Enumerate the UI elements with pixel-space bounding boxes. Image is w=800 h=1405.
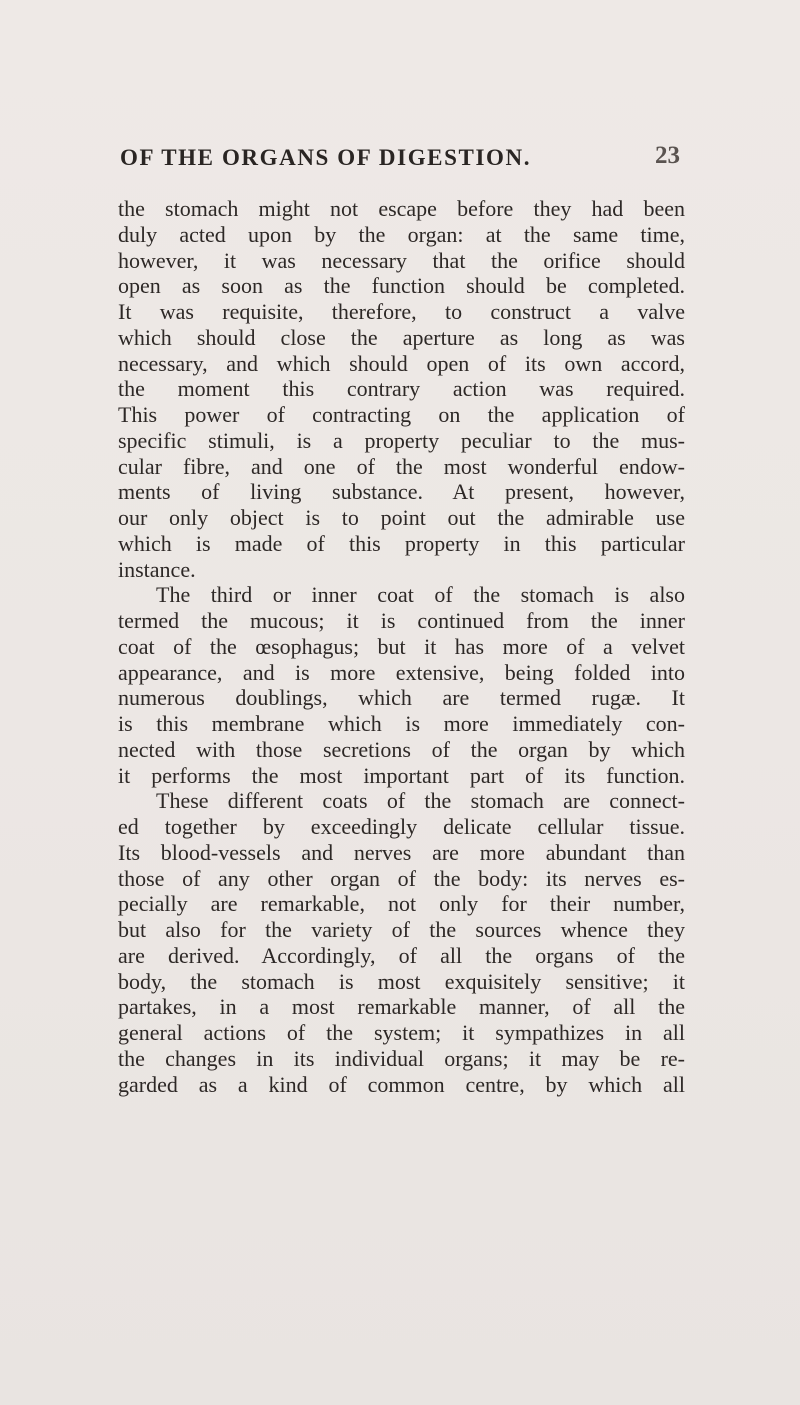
- text-line: which should close the aperture as long as was: [118, 324, 685, 350]
- text-line: partakes, in a most remarkable manner, of all the: [118, 994, 685, 1020]
- text-line: body, the stomach is most exquisitely sensitive; it: [118, 968, 685, 994]
- text-line: instance.: [118, 556, 196, 582]
- text-line: ments of living substance. At present, however,: [118, 479, 685, 505]
- text-line: Its blood-vessels and nerves are more abundant than: [118, 839, 685, 865]
- body-text: [118, 196, 685, 1097]
- text-line: is this membrane which is more immediately con-: [118, 711, 685, 736]
- text-line: ed together by exceedingly delicate cellular tissue.: [118, 814, 685, 839]
- text-line: numerous doublings, which are termed rugæ. It: [118, 685, 685, 711]
- text-line: are derived. Accordingly, of all the organs of the: [118, 942, 685, 968]
- text-line: our only object is to point out the admirable use: [118, 505, 685, 530]
- text-line: pecially are remarkable, not only for their number,: [118, 891, 685, 917]
- text-line: however, it was necessary that the orifice should: [118, 247, 685, 273]
- running-head: [120, 142, 680, 185]
- text-line: nected with those secretions of the organ by which: [118, 736, 685, 762]
- text-line: garded as a kind of common centre, by which all: [118, 1071, 685, 1097]
- text-line: specific stimuli, is a property peculiar to the mus-: [118, 427, 685, 453]
- page-number: 23: [655, 142, 680, 169]
- text-line: those of any other organ of the body: its nerves es-: [118, 865, 685, 891]
- text-line: general actions of the system; it sympathizes in all: [118, 1020, 685, 1045]
- text-line: These different coats of the stomach are connect-: [156, 788, 685, 814]
- text-line: cular fibre, and one of the most wonderful endow-: [118, 453, 685, 479]
- text-line: This power of contracting on the application of: [118, 402, 685, 427]
- text-line: the moment this contrary action was required.: [118, 376, 685, 402]
- text-line: open as soon as the function should be completed.: [118, 273, 685, 299]
- text-line: appearance, and is more extensive, being folded into: [118, 659, 685, 685]
- text-line: it performs the most important part of its function.: [118, 762, 685, 788]
- text-line: termed the mucous; it is continued from the inner: [118, 608, 685, 633]
- text-line: coat of the œsophagus; but it has more of a velvet: [118, 633, 685, 659]
- running-title: OF THE ORGANS OF DIGESTION.: [120, 145, 532, 170]
- text-line: The third or inner coat of the stomach is also: [156, 582, 685, 608]
- text-line: the stomach might not escape before they had been: [118, 196, 685, 221]
- text-line: It was requisite, therefore, to construct a valve: [118, 299, 685, 324]
- text-line: duly acted upon by the organ: at the same time,: [118, 221, 685, 247]
- text-line: the changes in its individual organs; it may be re-: [118, 1045, 685, 1071]
- text-line: necessary, and which should open of its own accord,: [118, 350, 685, 376]
- text-line: but also for the variety of the sources whence they: [118, 917, 685, 942]
- text-line: which is made of this property in this particular: [118, 530, 685, 556]
